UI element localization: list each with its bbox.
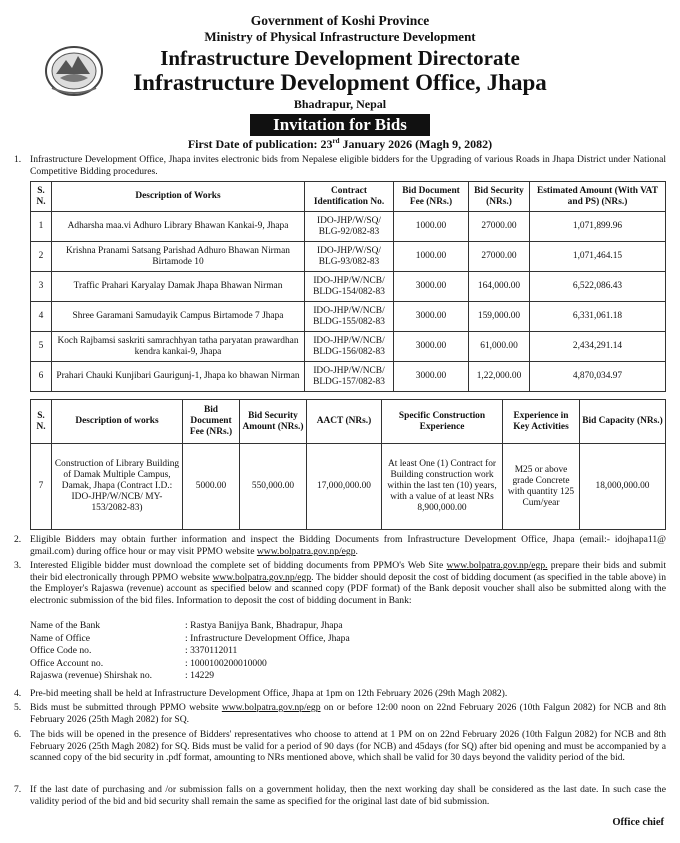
item-number: 3. (14, 560, 22, 571)
col-header: AACT (NRs.) (307, 400, 382, 444)
cell-security: 27000.00 (469, 242, 530, 272)
cell-sn: 7 (31, 444, 52, 530)
cell-id: IDO-JHP/W/NCB/ BLDG-157/082-83 (305, 362, 394, 392)
item-number: 1. (14, 154, 22, 165)
cell-id: IDO-JHP/W/SQ/ BLG-93/082-83 (305, 242, 394, 272)
table-row (31, 242, 666, 272)
item-number: 4. (14, 688, 22, 699)
cell-sn: 4 (31, 302, 52, 332)
cell-amount: 1,071,899.96 (530, 212, 666, 242)
cell-capacity: 18,000,000.00 (580, 444, 666, 530)
col-header: Estimated Amount (With VAT and PS) (NRs.) (530, 182, 666, 212)
item6-text: The bids will be opened in the presence of Bidders' representatives who choose to attend at 1 PM on on 22nd February 2026 (10th Falgun 2082) for NCB and 8th February 2026 (25th Magh 2082) for SQ. Bids must be valid for a period of 90 days (for NCB) and 45days (for SQ) after bid opening and must be accompanied by a scanned copy of the bid security in .pdf format, amounting to NRs mentioned above, which shall be valid for 30 days beyond the validity period of the bid. (30, 729, 666, 764)
cell-desc: Shree Garamani Samudayik Campus Birtamode 7 Jhapa (52, 302, 305, 332)
cell-amount: 6,522,086.43 (530, 272, 666, 302)
item-number: 2. (14, 534, 22, 545)
cell-amount: 1,071,464.15 (530, 242, 666, 272)
bank-value: : 14229 (185, 670, 215, 682)
cell-id: IDO-JHP/W/NCB/ BLDG-154/082-83 (305, 272, 394, 302)
table-row (31, 362, 666, 392)
table-row (31, 302, 666, 332)
bank-key: Rajaswa (revenue) Shirshak no. (30, 670, 153, 682)
cell-security: 159,000.00 (469, 302, 530, 332)
cell-sn: 5 (31, 332, 52, 362)
cell-sn: 3 (31, 272, 52, 302)
bank-value: : Infrastructure Development Office, Jhapa (185, 632, 350, 644)
bank-value: : Rastya Banijya Bank, Bhadrapur, Jhapa (185, 620, 343, 631)
intro-text: Infrastructure Development Office, Jhapa invites electronic bids from Nepalese eligible bidders for the Upgrading of various Roads in Jhapa District under National Competitive Bidding procedures. (30, 154, 666, 177)
bank-key: Office Account no. (30, 657, 104, 669)
works-table (30, 181, 666, 392)
cell-security: 550,000.00 (240, 444, 307, 530)
cell-security: 1,22,000.00 (469, 362, 530, 392)
table-row (31, 272, 666, 302)
table-row (31, 212, 666, 242)
office-title: Infrastructure Development Office, Jhapa (133, 70, 547, 95)
cell-fee: 3000.00 (394, 332, 469, 362)
table-row (31, 444, 666, 530)
cell-fee: 1000.00 (394, 242, 469, 272)
cell-amount: 6,331,061.18 (530, 302, 666, 332)
item-number: 7. (14, 784, 22, 795)
cell-sn: 2 (31, 242, 52, 272)
cell-id: IDO-JHP/W/NCB/ BLDG-155/082-83 (305, 302, 394, 332)
cell-amount: 2,434,291.14 (530, 332, 666, 362)
bank-key: Office Code no. (30, 645, 92, 657)
col-header: Bid Security Amount (NRs.) (240, 400, 307, 444)
cell-desc: Prahari Chauki Kunjibari Gaurigunj-1, Jhapa ko bhawan Nirman (52, 362, 305, 392)
cell-amount: 4,870,034.97 (530, 362, 666, 392)
cell-id: IDO-JHP/W/SQ/ BLG-92/082-83 (305, 212, 394, 242)
directorate-title: Infrastructure Development Directorate (160, 46, 520, 70)
table-row (31, 332, 666, 362)
ncb-table (30, 399, 666, 530)
col-header: S. N. (31, 400, 52, 444)
cell-security: 27000.00 (469, 212, 530, 242)
ministry-title: Ministry of Physical Infrastructure Development (204, 29, 476, 44)
cell-desc: Krishna Pranami Satsang Parishad Adhuro Bhawan Nirman Birtamode 10 (52, 242, 305, 272)
item4-text: Pre-bid meeting shall be held at Infrastructure Development Office, Jhapa at 1pm on 12th February 2026 (29th Magh 2082). (30, 688, 508, 699)
col-header: Bid Security (NRs.) (469, 182, 530, 212)
col-header: Description of works (52, 400, 183, 444)
col-header: Contract Identification No. (305, 182, 394, 212)
item2-text: Eligible Bidders may obtain further information and inspect the Bidding Documents from Infrastructure Development Office, Jhapa (email:- idojhapa11@ gmail.com) during office hour or may visit PPMO website www.bolpatra.gov.np/egp. (30, 534, 666, 557)
item3-text: Interested Eligible bidder must download the complete set of bidding documents from PPMO's Web Site www.bolpatra.gov.np/egp. prepare their bids and submit their bid electronically through PPMO website www.bolpatra.gov.np/egp. The bidder should deposit the cost of bidding document (as specified in the table above) in the Employer's Rajaswa (revenue) account as specified below and scanned copy (PDF format) of the Bank deposit voucher shall also be submitted along with the electronic submission of the bid files. Information to deposit the cost of bidding document in Bank: (30, 560, 667, 606)
item-number: 6. (14, 729, 22, 740)
cell-fee: 5000.00 (183, 444, 240, 530)
cell-experience: At least One (1) Contract for Building construction work within the last ten (10) years, with a value of at least NRs 8,900,000.00 (382, 444, 503, 530)
cell-fee: 1000.00 (394, 212, 469, 242)
office-location: Bhadrapur, Nepal (293, 97, 387, 111)
invitation-banner: Invitation for Bids (250, 114, 430, 136)
cell-security: 164,000.00 (469, 272, 530, 302)
cell-desc: Construction of Library Building of Damak Multiple Campus, Damak, Jhapa (Contract I.D.: IDO-JHP/W/NCB/ MY-153/2082-83) (52, 444, 183, 530)
col-header: Description of Works (52, 182, 305, 212)
cell-security: 61,000.00 (469, 332, 530, 362)
col-header: Specific Construction Experience (382, 400, 503, 444)
ppmo-link[interactable]: www.bolpatra.gov.np/egp (256, 545, 356, 557)
item-number: 5. (14, 702, 22, 713)
publication-date: First Date of publication: 23rd January 2026 (Magh 9, 2082) (187, 137, 493, 151)
cell-key-activities: M25 or above grade Concrete with quantity 125 Cum/year (503, 444, 580, 530)
cell-sn: 1 (31, 212, 52, 242)
col-header: S. N. (31, 182, 52, 212)
col-header: Bid Document Fee (NRs.) (394, 182, 469, 212)
col-header: Experience in Key Activities (503, 400, 580, 444)
cell-fee: 3000.00 (394, 302, 469, 332)
cell-desc: Traffic Prahari Karyalay Damak Jhapa Bhawan Nirman (52, 272, 305, 302)
cell-desc: Adharsha maa.vi Adhuro Library Bhawan Kankai-9, Jhapa (52, 212, 305, 242)
govt-title: Government of Koshi Province (250, 13, 430, 28)
ppmo-link[interactable]: www.bolpatra.gov.np/egp. (446, 560, 548, 571)
signature: Office chief (612, 817, 664, 828)
cell-aact: 17,000,000.00 (307, 444, 382, 530)
ppmo-link[interactable]: www.bolpatra.gov.np/egp (212, 571, 312, 583)
ppmo-link[interactable]: www.bolpatra.gov.np/egp (221, 702, 321, 713)
col-header: Bid Document Fee (NRs.) (183, 400, 240, 444)
bank-value: : 1000100200010000 (185, 657, 267, 669)
cell-sn: 6 (31, 362, 52, 392)
bank-value: : 3370112011 (185, 645, 238, 657)
bank-details (30, 620, 666, 686)
cell-fee: 3000.00 (394, 272, 469, 302)
cell-fee: 3000.00 (394, 362, 469, 392)
cell-id: IDO-JHP/W/NCB/ BLDG-156/082-83 (305, 332, 394, 362)
bank-key: Name of Office (30, 632, 91, 644)
cell-desc: Koch Rajbamsi saskriti samrachhyan tatha paryatan prawardhan kendra kankai-9, Jhapa (52, 332, 305, 362)
col-header: Bid Capacity (NRs.) (580, 400, 666, 444)
item7-text: If the last date of purchasing and /or submission falls on a government holiday, then the next working day shall be considered as the last date. In such case the validity period of the bid and bid security shall remain the same as specified for the original last date of bid submission. (30, 784, 666, 807)
item5-text: Bids must be submitted through PPMO website www.bolpatra.gov.np/egp on or before 12:00 noon on 22nd February 2026 (10th Falgun 2082) for NCB and 8th February 2026 (25th Magh 2082) for SQ. (30, 702, 666, 725)
bank-key: Name of the Bank (30, 620, 101, 631)
